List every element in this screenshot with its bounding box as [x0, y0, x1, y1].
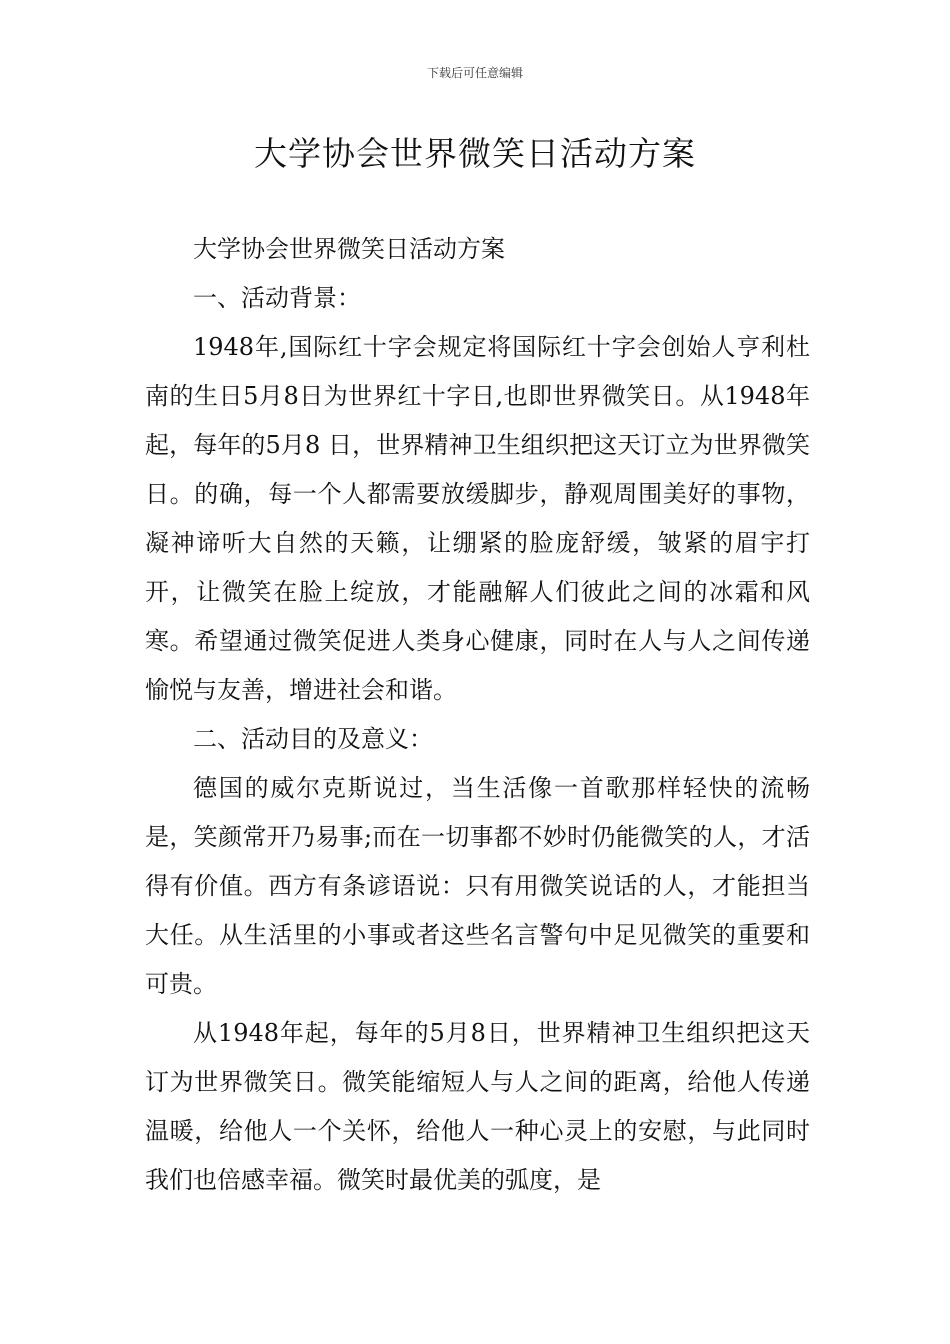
document-title: 大学协会世界微笑日活动方案	[254, 134, 696, 173]
paragraph-background: 1948年,国际红十字会规定将国际红十字会创始人亨利杜南的生日5月8日为世界红十字日,也即世界微笑日。从1948年起，每年的5月8 日，世界精神卫生组织把这天订立为世界微笑日。的确，每一个人都需要放缓脚步，静观周围美好的事物，凝神谛听大自然的天籁，让绷紧的脸庞舒缓，皱紧的眉宇打开，让微笑在脸上绽放，才能融解人们彼此之间的冰霜和风寒。希望通过微笑促进人类身心健康，同时在人与人之间传递愉悦与友善，增进社会和谐。	[145, 333, 810, 704]
document-body	[145, 225, 810, 1205]
section-heading-purpose: 二、活动目的及意义：	[193, 725, 433, 753]
section-heading-background: 一、活动背景：	[193, 284, 361, 312]
paragraph-purpose: 德国的威尔克斯说过，当生活像一首歌那样轻快的流畅是，笑颜常开乃易事;而在一切事都不妙时仍能微笑的人，才活得有价值。西方有条谚语说：只有用微笑说话的人，才能担当大任。从生活里的小事或者这些名言警句中足见微笑的重要和可贵。	[145, 774, 810, 998]
paragraph-subtitle: 大学协会世界微笑日活动方案	[193, 235, 505, 263]
paragraph-smile-day: 从1948年起，每年的5月8日，世界精神卫生组织把这天订为世界微笑日。微笑能缩短人与人之间的距离，给他人传递温暖，给他人一个关怀，给他人一种心灵上的安慰，与此同时我们也倍感幸福。微笑时最优美的弧度，是	[145, 1019, 810, 1194]
header-note: 下载后可任意编辑	[426, 66, 523, 80]
